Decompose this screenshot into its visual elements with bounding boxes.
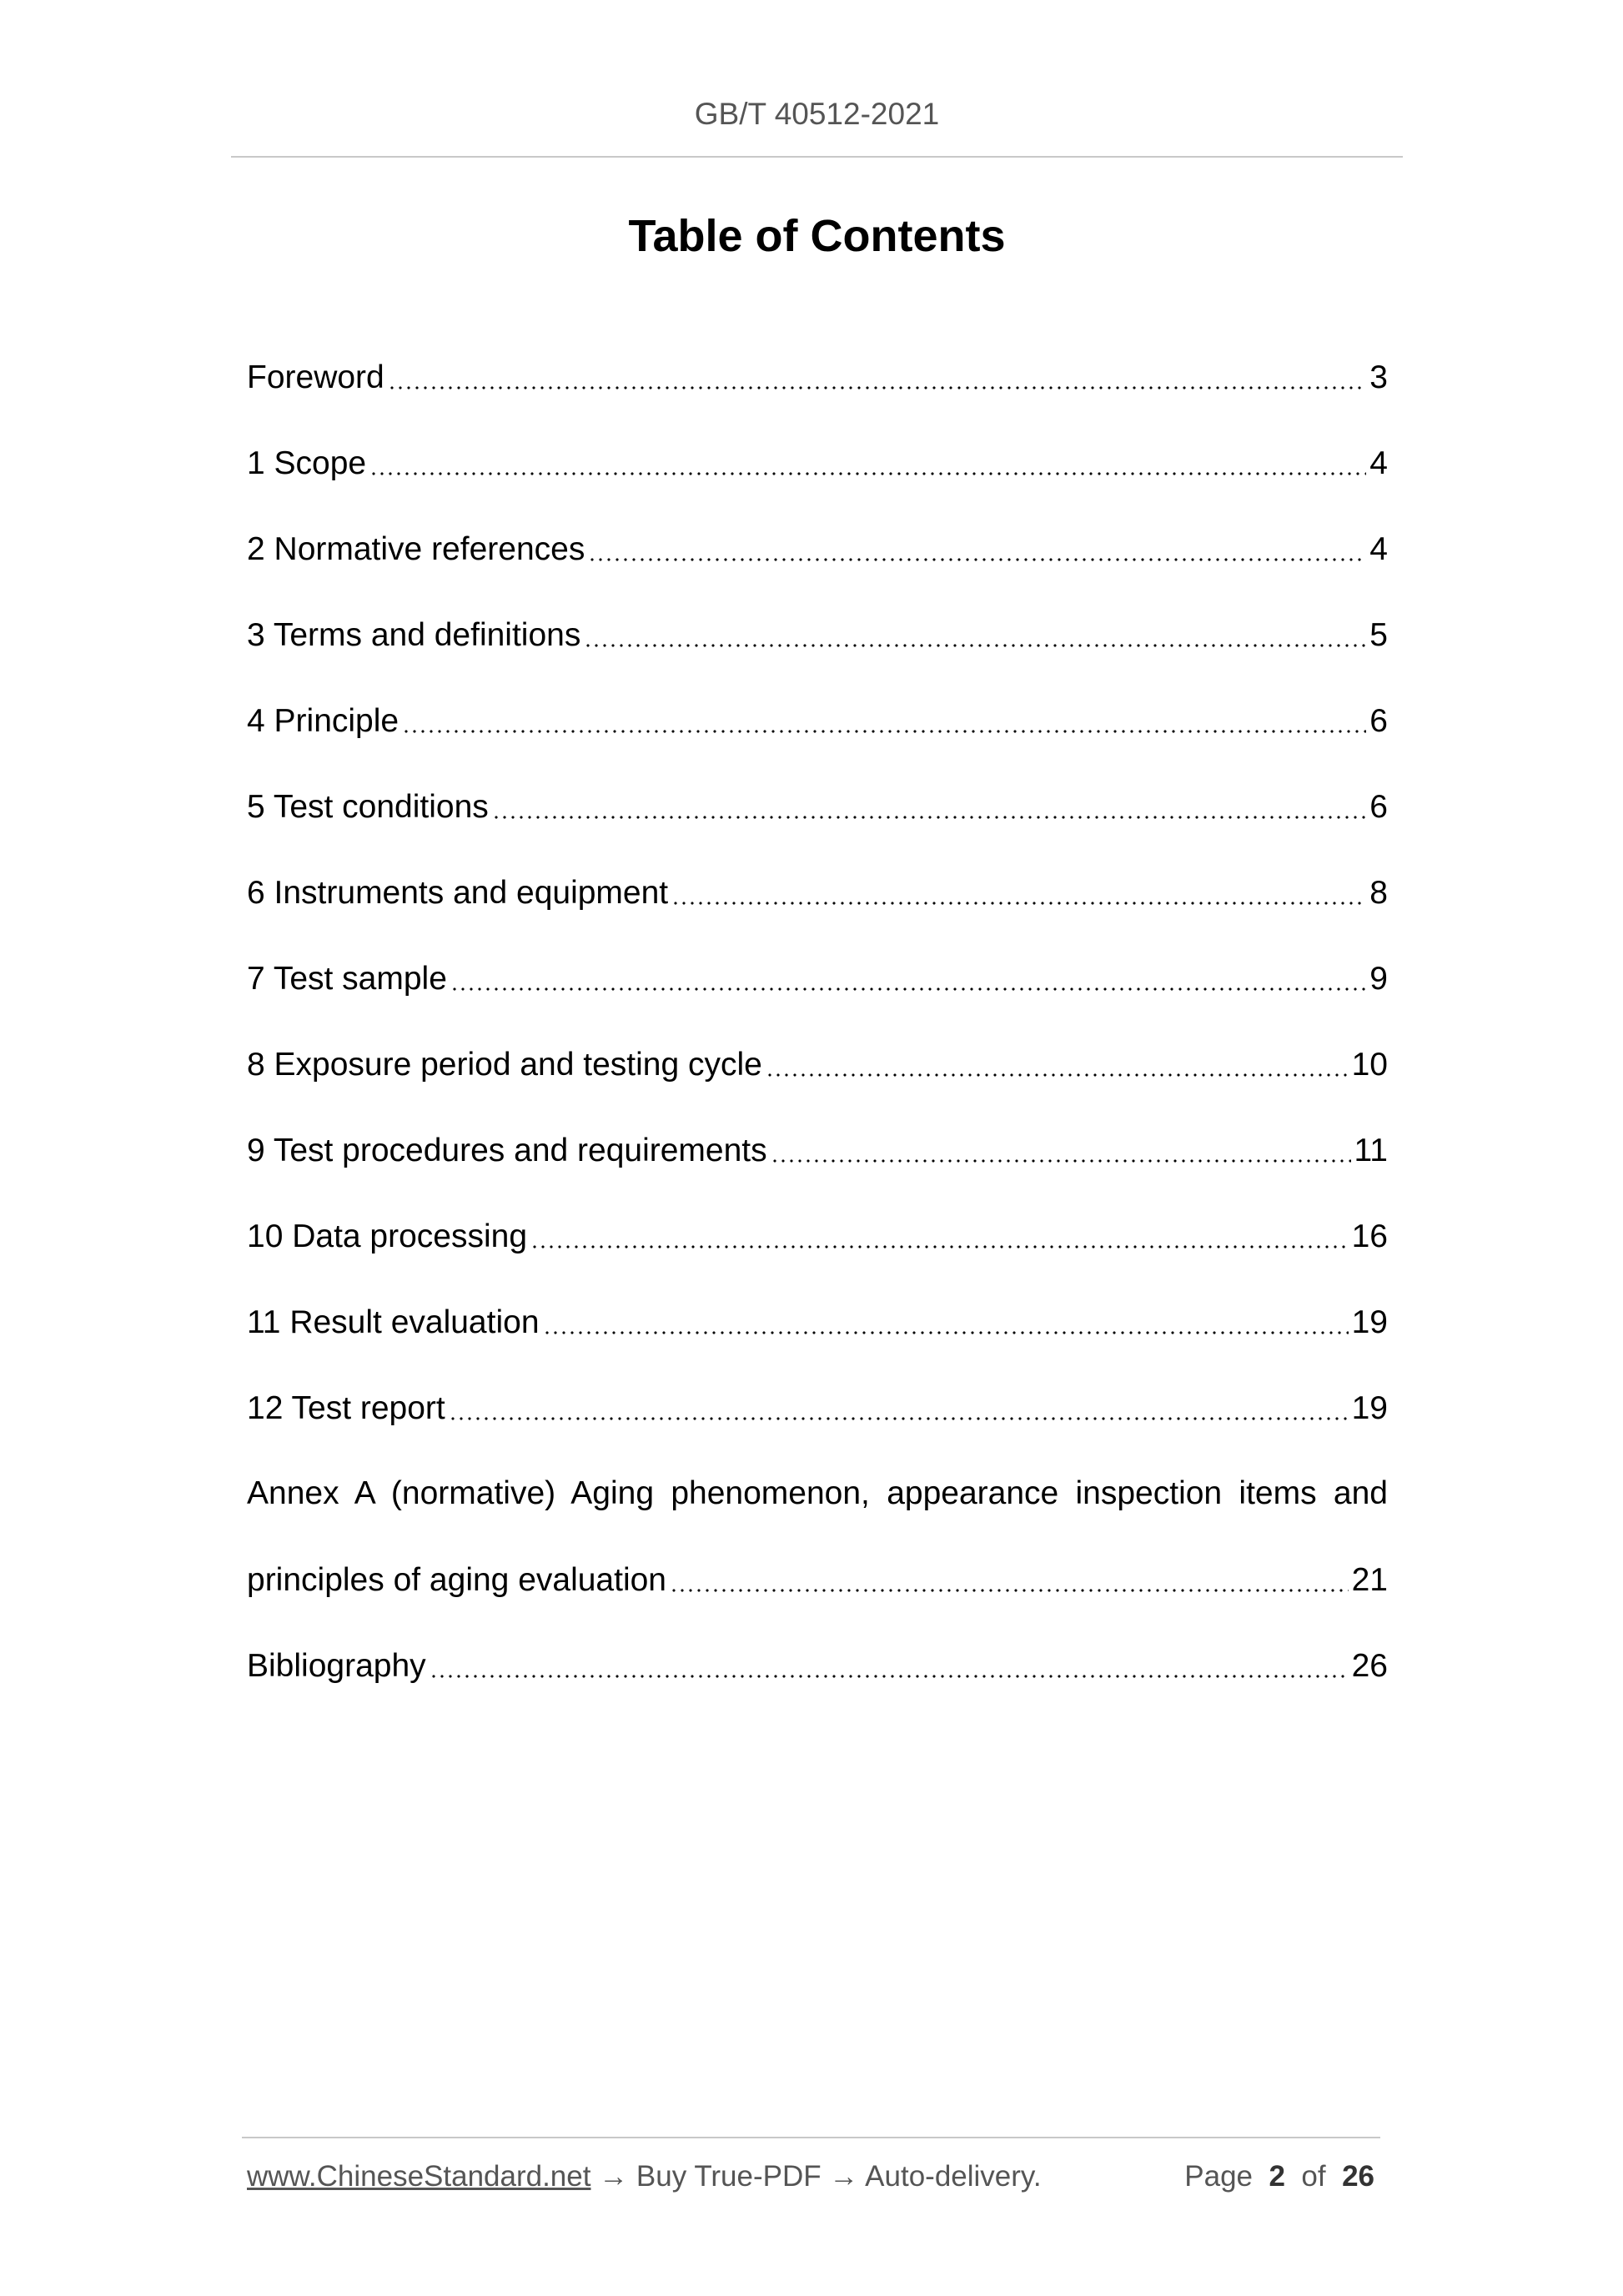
dot-leader <box>588 558 1366 561</box>
toc-entry-exposure-period[interactable] <box>247 1022 1388 1108</box>
toc-entry-page: 6 <box>1369 788 1388 825</box>
toc-entry-label: 4 Principle <box>247 702 399 739</box>
toc-entry-test-conditions[interactable] <box>247 764 1388 850</box>
toc-entry-label: 6 Instruments and equipment <box>247 874 669 911</box>
toc-entry-page: 10 <box>1351 1046 1388 1083</box>
toc-entry-label: 8 Exposure period and testing cycle <box>247 1046 762 1083</box>
dot-leader <box>584 644 1366 647</box>
of-word: of <box>1301 2160 1326 2193</box>
toc-entry-page: 6 <box>1369 702 1388 739</box>
dot-leader <box>771 1159 1351 1163</box>
dot-leader <box>766 1073 1349 1077</box>
toc-entry-page: 4 <box>1369 445 1388 481</box>
toc-entry-page: 19 <box>1351 1304 1388 1340</box>
total-pages-number: 26 <box>1342 2160 1374 2193</box>
toc-entry-instruments-equipment[interactable] <box>247 850 1388 936</box>
dot-leader <box>402 730 1366 733</box>
dot-leader <box>530 1245 1349 1248</box>
toc-entry-label: 7 Test sample <box>247 960 447 997</box>
toc-entry-data-processing[interactable] <box>247 1193 1388 1279</box>
toc-entry-foreword[interactable] <box>247 334 1388 420</box>
header-divider <box>231 156 1403 158</box>
toc-entry-page: 19 <box>1351 1389 1388 1426</box>
toc-entry-label: 10 Data processing <box>247 1218 528 1254</box>
toc-entry-label: 1 Scope <box>247 445 367 481</box>
toc-entry-label: principles of aging evaluation <box>247 1561 667 1598</box>
dot-leader <box>430 1675 1349 1678</box>
dot-leader <box>492 816 1367 819</box>
toc-entry-label: 5 Test conditions <box>247 788 489 825</box>
website-link[interactable]: www.ChineseStandard.net <box>247 2160 591 2193</box>
toc-entry-test-sample[interactable] <box>247 936 1388 1022</box>
page-number <box>1184 2156 1374 2198</box>
toc-entry-page: 4 <box>1369 530 1388 567</box>
page-footer <box>247 2156 1374 2198</box>
toc-entry-annex-a-line-2[interactable] <box>247 1537 1388 1623</box>
dot-leader <box>369 472 1366 475</box>
toc-entry-test-report[interactable] <box>247 1365 1388 1451</box>
toc-entry-label: 2 Normative references <box>247 530 585 567</box>
dot-leader <box>671 902 1366 905</box>
toc-entry-normative-references[interactable] <box>247 506 1388 592</box>
toc-entry-result-evaluation[interactable] <box>247 1279 1388 1365</box>
footer-promo-text: → Buy True-PDF → Auto-delivery. <box>590 2160 1042 2193</box>
dot-leader <box>388 386 1367 389</box>
dot-leader <box>670 1589 1349 1592</box>
toc-entry-label: 12 Test report <box>247 1389 445 1426</box>
toc-entry-page: 8 <box>1369 874 1388 911</box>
toc-entry-annex-a-line-1[interactable] <box>247 1451 1388 1537</box>
toc-entry-label: 3 Terms and definitions <box>247 616 581 653</box>
toc-entry-page: 26 <box>1351 1647 1388 1684</box>
toc-entry-label: 11 Result evaluation <box>247 1304 540 1340</box>
dot-leader <box>450 987 1366 991</box>
toc-entry-label: Annex A (normative) Aging phenomenon, appearance inspection items and <box>247 1475 1388 1511</box>
page-title: Table of Contents <box>628 211 1006 261</box>
toc-entry-scope[interactable] <box>247 420 1388 506</box>
toc-entry-test-procedures[interactable] <box>247 1108 1388 1193</box>
toc-entry-label: Foreword <box>247 359 384 395</box>
toc-entry-label: 9 Test procedures and requirements <box>247 1132 767 1168</box>
document-code-header: GB/T 40512-2021 <box>694 97 940 131</box>
toc-entry-page: 5 <box>1369 616 1388 653</box>
toc-entry-terms-definitions[interactable] <box>247 592 1388 678</box>
toc-entry-page: 11 <box>1354 1132 1388 1168</box>
toc-entry-page: 9 <box>1369 960 1388 997</box>
table-of-contents <box>247 334 1388 1709</box>
toc-entry-label: Bibliography <box>247 1647 426 1684</box>
toc-entry-bibliography[interactable] <box>247 1623 1388 1709</box>
dot-leader <box>543 1331 1349 1334</box>
dot-leader <box>449 1417 1349 1420</box>
current-page-number: 2 <box>1269 2160 1285 2193</box>
footer-divider <box>242 2137 1380 2138</box>
toc-entry-page: 16 <box>1351 1218 1388 1254</box>
toc-entry-page: 3 <box>1369 359 1388 395</box>
page-word: Page <box>1184 2160 1254 2193</box>
toc-entry-page: 21 <box>1351 1561 1388 1598</box>
toc-entry-principle[interactable] <box>247 678 1388 764</box>
